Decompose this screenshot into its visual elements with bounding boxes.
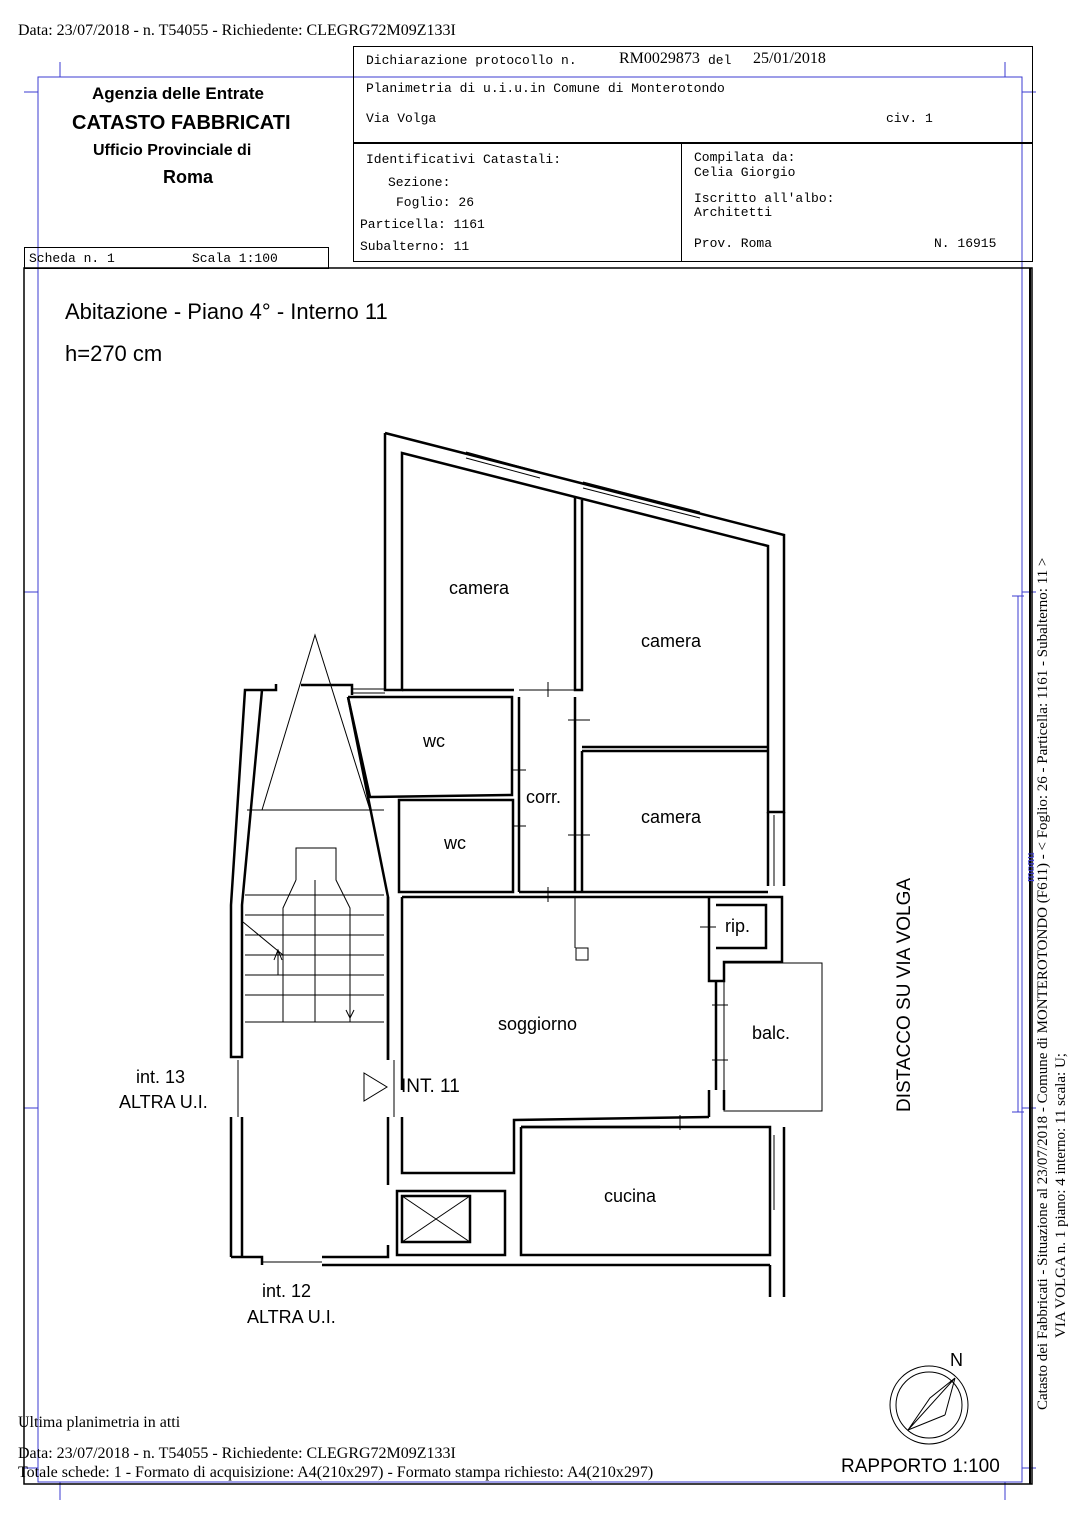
blue-frame bbox=[24, 62, 1036, 1500]
side-stamp: monu bbox=[1022, 852, 1037, 882]
room-camera-1: camera bbox=[449, 578, 510, 598]
room-camera-3: camera bbox=[641, 807, 702, 827]
footer-data-line: Data: 23/07/2018 - n. T54055 - Richiedente: CLEGRG72M09Z133I bbox=[18, 1445, 456, 1462]
scala: Scala 1:100 bbox=[192, 251, 278, 266]
plan-title: Abitazione - Piano 4° - Interno 11 bbox=[65, 299, 388, 324]
iscritto-label: Iscritto all'albo: bbox=[694, 191, 835, 206]
ident-title: Identificativi Catastali: bbox=[366, 152, 562, 167]
address: Via Volga bbox=[366, 111, 437, 126]
catasto-title: CATASTO FABBRICATI bbox=[72, 112, 291, 134]
room-balcone: balc. bbox=[752, 1023, 791, 1043]
north-label: N bbox=[950, 1350, 963, 1370]
scheda-box bbox=[24, 247, 329, 269]
agency-name: Agenzia delle Entrate bbox=[92, 84, 264, 103]
room-ripostiglio: rip. bbox=[725, 916, 751, 936]
identifiers-box bbox=[353, 143, 1033, 262]
dichiarazione-del: del bbox=[708, 53, 732, 68]
civico: civ. 1 bbox=[886, 111, 933, 126]
particella: Particella: 1161 bbox=[360, 217, 485, 232]
top-request-line: Data: 23/07/2018 - n. T54055 - Richiedente: CLEGRG72M09Z133I bbox=[18, 22, 456, 39]
room-wc-1: wc bbox=[423, 731, 445, 751]
room-wc-2: wc bbox=[444, 833, 466, 853]
footer-totale: Totale schede: 1 - Formato di acquisizione: A4(210x297) - Formato stampa richiesto: A4(210x297) bbox=[18, 1464, 654, 1481]
int11-label: INT. 11 bbox=[401, 1076, 460, 1097]
sezione: Sezione: bbox=[388, 175, 451, 190]
walls bbox=[231, 433, 784, 1297]
plan-height: h=270 cm bbox=[65, 341, 163, 366]
dichiarazione-number: RM0029873 bbox=[619, 50, 700, 67]
subalterno: Subalterno: 11 bbox=[360, 239, 470, 254]
compilata-label: Compilata da: bbox=[694, 150, 796, 165]
drawing-frame bbox=[24, 268, 1032, 1484]
distacco-label: DISTACCO SU VIA VOLGA bbox=[894, 877, 915, 1112]
albo-number: N. 16915 bbox=[934, 236, 997, 251]
dichiarazione-label: Dichiarazione protocollo n. bbox=[366, 53, 577, 68]
int12-altra: ALTRA U.I. bbox=[247, 1307, 336, 1327]
foglio: Foglio: 26 bbox=[396, 195, 475, 210]
room-soggiorno: soggiorno bbox=[498, 1014, 578, 1034]
compass-icon bbox=[890, 1366, 968, 1444]
footer-ultima: Ultima planimetria in atti bbox=[18, 1414, 181, 1431]
int13-altra: ALTRA U.I. bbox=[119, 1092, 208, 1112]
int13-label: int. 13 bbox=[136, 1067, 186, 1087]
scale-ratio: RAPPORTO 1:100 bbox=[841, 1456, 1000, 1477]
compilata-name: Celia Giorgio bbox=[694, 165, 796, 180]
ufficio-city: Roma bbox=[163, 167, 214, 187]
room-corridor: corr. bbox=[526, 787, 562, 807]
side-address-line: VIA VOLGA n. 1 piano: 4 interno: 11 scala: U; bbox=[1053, 1053, 1069, 1338]
int12-label: int. 12 bbox=[262, 1281, 312, 1301]
room-camera-2: camera bbox=[641, 631, 702, 651]
iscritto-value: Architetti bbox=[694, 205, 773, 220]
planimetria-line: Planimetria di u.i.u.in Comune di Monterotondo bbox=[366, 81, 725, 96]
divider bbox=[681, 144, 682, 262]
provincia: Prov. Roma bbox=[694, 236, 773, 251]
protocol-box bbox=[353, 46, 1033, 143]
side-situation-line: Catasto dei Fabbricati - Situazione al 23/07/2018 - Comune di MONTEROTONDO (F611) - < Foglio: 26 - Particella: 1161 - Subalterno: 11 > bbox=[1035, 557, 1051, 1410]
ufficio-label: Ufficio Provinciale di bbox=[93, 142, 252, 159]
scheda-number: Scheda n. 1 bbox=[29, 251, 115, 266]
dichiarazione-date: 25/01/2018 bbox=[753, 50, 826, 67]
room-cucina: cucina bbox=[604, 1186, 657, 1206]
